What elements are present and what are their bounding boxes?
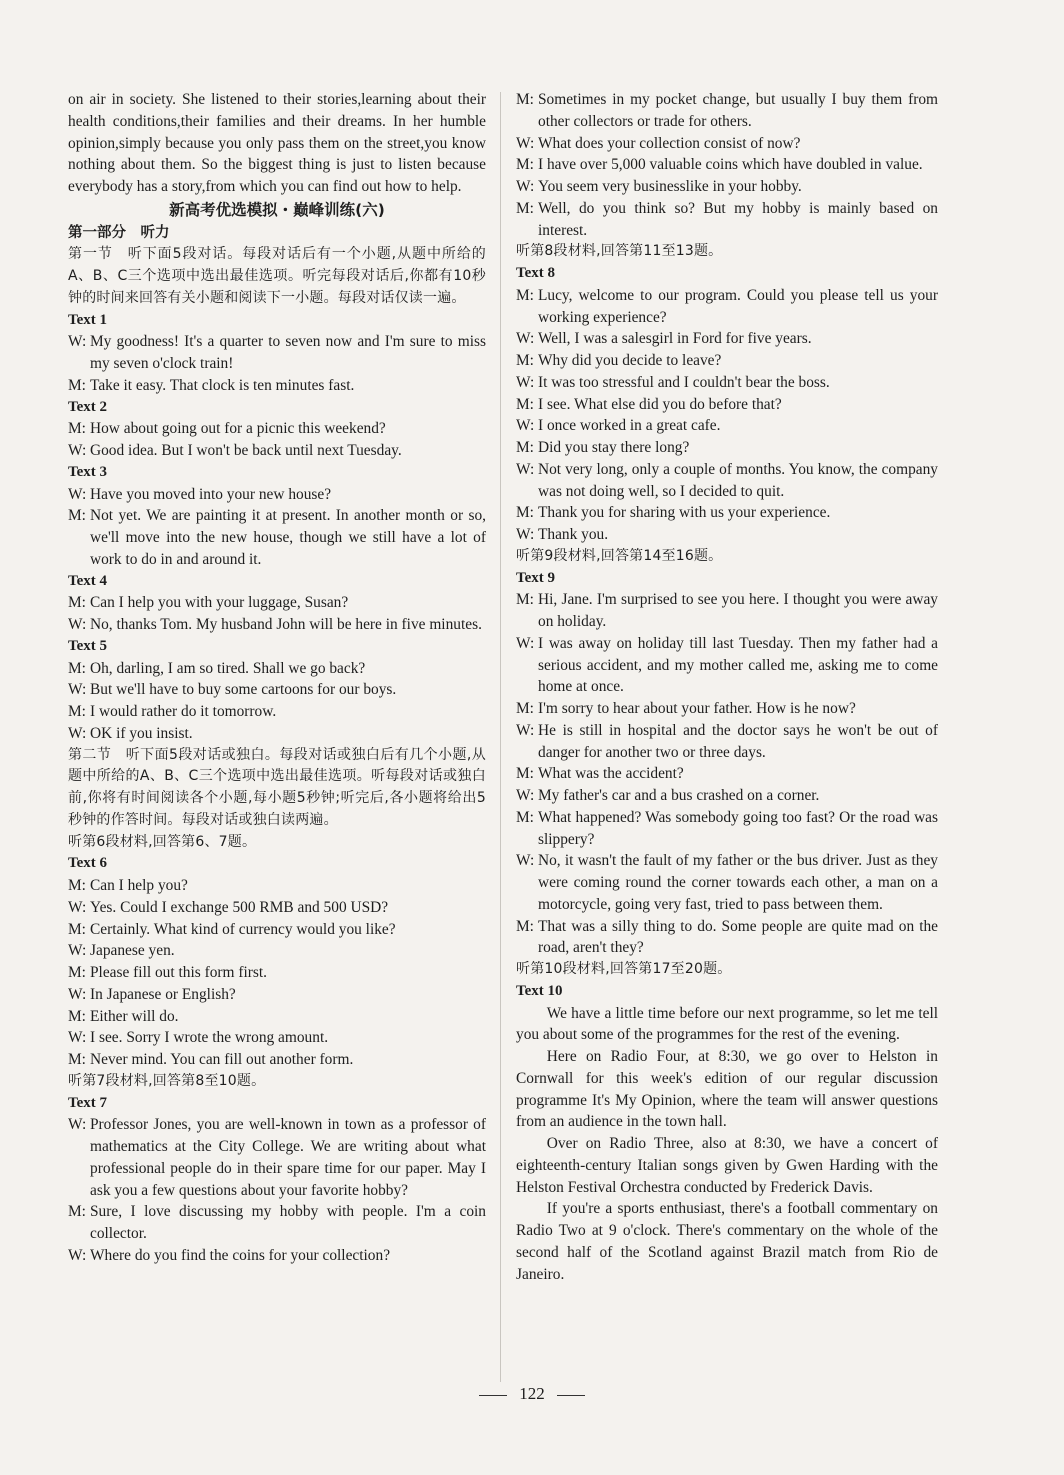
dialogue-text: Sometimes in my pocket change, but usually I buy them from other collectors or trade for others. [538, 91, 938, 130]
dialogue-line [68, 658, 486, 680]
dialogue-line [68, 614, 486, 636]
dialogue-text: Why did you decide to leave? [538, 352, 722, 369]
speaker-label: M: [68, 703, 86, 720]
dialogue-text: He is still in hospital and the doctor says he won't be out of danger for another two or three days. [538, 721, 938, 761]
dialogue-text: I once worked in a great cafe. [538, 417, 721, 435]
dialogue-text: I see. What else did you do before that? [538, 395, 782, 413]
dialogue-line [68, 1049, 486, 1071]
speaker-label: M: [516, 808, 534, 826]
text-heading: Text 9 [516, 569, 556, 586]
dialogue-line [516, 589, 938, 633]
speaker-label: W: [516, 852, 535, 870]
speaker-label: M: [68, 920, 86, 938]
instruction-text: 第一节 听下面5段对话。每段对话后有一个小题,从题中所给的A、B、C三个选项中选出最佳选项。听完每段对话后,你都有10秒钟的时间来回答有关小题和阅读下一小题。每段对话仅读一遍。 [68, 246, 486, 306]
part-heading: 第一部分 听力 [68, 224, 170, 241]
dialogue-text: Never mind. You can fill out another form. [90, 1051, 354, 1068]
dialogue-line [68, 1006, 486, 1028]
dialogue-line [68, 1201, 486, 1245]
dialogue-line [68, 897, 486, 919]
dialogue-text: You seem very businesslike in your hobby. [538, 178, 802, 195]
instruction-text: 听第10段材料,回答第17至20题。 [516, 961, 732, 977]
speaker-label: W: [68, 442, 87, 459]
right-column [516, 89, 938, 1285]
speaker-label: M: [516, 700, 534, 717]
dialogue-text: What happened? Was somebody going too fast? Or the road was slippery? [538, 808, 938, 848]
dialogue-line [516, 133, 938, 155]
speaker-label: W: [516, 373, 535, 391]
speaker-label: M: [516, 591, 534, 609]
speaker-label: M: [516, 504, 534, 522]
dialogue-text: What was the accident? [538, 765, 684, 783]
dialogue-text: Take it easy. That clock is ten minutes fast. [90, 376, 355, 394]
speaker-label: W: [516, 178, 535, 195]
dialogue-line [516, 154, 938, 176]
speaker-label: M: [68, 507, 86, 525]
dialogue-line [68, 919, 486, 941]
text-heading: Text 6 [68, 855, 108, 872]
speaker-label: W: [516, 330, 535, 348]
dialogue-line [68, 375, 486, 397]
dialogue-text: How about going out for a picnic this weekend? [90, 420, 386, 438]
speaker-label: W: [68, 1246, 87, 1264]
dialogue-line [516, 198, 938, 242]
dialogue-line [516, 89, 938, 133]
dialogue-line [68, 418, 486, 440]
speaker-label: M: [68, 420, 86, 438]
dialogue-text: Hi, Jane. I'm surprised to see you here. I thought you were away on holiday. [538, 591, 938, 630]
dialogue-line [516, 415, 938, 437]
dialogue-text: Oh, darling, I am so tired. Shall we go back? [90, 659, 366, 677]
paragraph: Here on Radio Four, at 8:30, we go over to Helston in Cornwall for this week's edition of our regular discussion programme It's My Opinion, where the team will answer questions from an audience in the town hall. [516, 1048, 938, 1131]
text-heading: Text 1 [68, 311, 108, 328]
speaker-label: W: [68, 616, 87, 633]
dialogue-line [68, 701, 486, 723]
dialogue-line [516, 502, 938, 524]
text-heading: Text 5 [68, 637, 108, 654]
dialogue-text: Either will do. [90, 1007, 179, 1025]
speaker-label: W: [516, 787, 535, 804]
dialogue-line [516, 807, 938, 851]
paragraph: Over on Radio Three, also at 8:30, we have a concert of eighteenth-century Italian songs given by Gwen Harding with the Helston Festival Orchestra conducted by Frederick Davis. [516, 1135, 938, 1196]
dialogue-line [516, 785, 938, 807]
speaker-label: M: [516, 352, 534, 369]
speaker-label: M: [516, 439, 534, 456]
dialogue-line [516, 763, 938, 785]
dialogue-line [516, 524, 938, 546]
speaker-label: M: [68, 877, 86, 894]
dialogue-line [516, 720, 938, 764]
dialogue-line [68, 484, 486, 506]
dialogue-text: I'm sorry to hear about your father. How is he now? [538, 700, 856, 717]
dialogue-line [68, 940, 486, 962]
page-number-text: 122 [519, 1384, 545, 1403]
speaker-label: W: [68, 333, 87, 351]
speaker-label: M: [68, 964, 86, 981]
speaker-label: W: [68, 681, 87, 699]
instruction-text: 听第7段材料,回答第8至10题。 [68, 1072, 266, 1089]
dialogue-text: Thank you. [538, 526, 609, 543]
instruction-text: 听第8段材料,回答第11至13题。 [516, 243, 723, 260]
left-column [68, 89, 486, 1267]
speaker-label: W: [516, 634, 535, 652]
speaker-label: M: [68, 1051, 86, 1068]
dialogue-text: Not very long, only a couple of months. You know, the company was not doing well, so I decided to quit. [538, 460, 938, 500]
text-heading: Text 10 [516, 982, 563, 999]
dialogue-text: Japanese yen. [90, 942, 175, 960]
column-divider [500, 92, 501, 1382]
speaker-label: W: [516, 460, 535, 478]
dialogue-text: Good idea. But I won't be back until next Tuesday. [90, 442, 402, 459]
text-heading: Text 8 [516, 265, 556, 281]
instruction-text: 听第6段材料,回答第6、7题。 [68, 833, 257, 850]
dialogue-text: Well, I was a salesgirl in Ford for five years. [538, 330, 812, 348]
dialogue-line [516, 372, 938, 394]
dialogue-line [68, 505, 486, 570]
dialogue-line [516, 176, 938, 198]
dialogue-line [516, 850, 938, 915]
dialogue-text: Yes. Could I exchange 500 RMB and 500 USD? [90, 898, 389, 916]
dialogue-text: In Japanese or English? [90, 985, 236, 1003]
speaker-label: W: [516, 526, 535, 543]
speaker-label: W: [68, 1029, 87, 1047]
dialogue-line [68, 679, 486, 701]
page-number [0, 1384, 1064, 1404]
dialogue-line [516, 916, 938, 960]
dialogue-line [68, 1245, 486, 1267]
speaker-label: M: [68, 594, 86, 612]
text-heading: Text 2 [68, 398, 108, 415]
dialogue-line [68, 875, 486, 897]
dialogue-text: Where do you find the coins for your collection? [90, 1246, 391, 1264]
dialogue-line [516, 394, 938, 416]
dialogue-line [68, 723, 486, 745]
dialogue-text: Not yet. We are painting it at present. In another month or so, we'll move into the new house, though we still have a lot of work to do in and around it. [90, 507, 486, 568]
dialogue-text: Thank you for sharing with us your experience. [538, 504, 831, 522]
speaker-label: M: [68, 1007, 86, 1025]
dialogue-line [516, 285, 938, 329]
paragraph: If you're a sports enthusiast, there's a football commentary on Radio Two at 9 o'clock. There's commentary on the whole of the second half of the Scotland against Brazil match from Rio de Janeiro. [516, 1200, 938, 1283]
speaker-label: W: [68, 898, 87, 916]
dialogue-line [68, 962, 486, 984]
speaker-label: W: [516, 417, 535, 435]
dialogue-text: But we'll have to buy some cartoons for our boys. [90, 681, 397, 699]
dialogue-text: That was a silly thing to do. Some people are quite mad on the road, aren't they? [538, 917, 938, 957]
dialogue-line [516, 437, 938, 459]
dialogue-line [516, 698, 938, 720]
dialogue-text: My father's car and a bus crashed on a corner. [538, 787, 820, 804]
dialogue-line [516, 328, 938, 350]
dialogue-text: Professor Jones, you are well-known in town as a professor of mathematics at the City College. We are writing about what professional people do in their spare time for our paper. May I ask you a few questions about your favorite hobby? [90, 1116, 486, 1199]
dialogue-line [68, 984, 486, 1006]
dialogue-text: No, it wasn't the fault of my father or the bus driver. Just as they were coming round the corner towards each other, a man on a motorcycle, going very fast, tried to pass between them. [538, 852, 938, 913]
page-number-left-dash [479, 1395, 507, 1396]
dialogue-line [68, 440, 486, 462]
paragraph: on air in society. She listened to their stories,learning about their health conditions,their families and their dreams. In her humble opinion,simply because you only pass them on the street,you know nothing about them. So the biggest thing is just to listen because everybody has a story,from which you can find out how to help. [68, 91, 486, 195]
speaker-label: W: [68, 985, 87, 1003]
dialogue-text: I would rather do it tomorrow. [90, 703, 277, 720]
dialogue-line [516, 459, 938, 503]
dialogue-text: I was away on holiday till last Tuesday. Then my father had a serious accident, and my mother called me, asking me to come home at once. [538, 634, 938, 696]
dialogue-line [68, 1114, 486, 1201]
speaker-label: W: [516, 134, 535, 152]
dialogue-line [68, 592, 486, 614]
dialogue-text: No, thanks Tom. My husband John will be here in five minutes. [90, 616, 482, 633]
speaker-label: M: [516, 199, 534, 217]
speaker-label: M: [68, 659, 86, 677]
dialogue-line [516, 633, 938, 698]
speaker-label: W: [516, 721, 535, 739]
text-heading: Text 4 [68, 572, 108, 589]
speaker-label: W: [68, 1116, 87, 1134]
dialogue-text: Please fill out this form first. [90, 964, 267, 981]
text-heading: Text 3 [68, 463, 108, 480]
text-heading: Text 7 [68, 1094, 108, 1111]
dialogue-text: Can I help you? [90, 877, 188, 894]
dialogue-text: It was too stressful and I couldn't bear the boss. [538, 373, 830, 391]
page-number-right-dash [557, 1395, 585, 1396]
section-title: 新高考优选模拟・巅峰训练(六) [169, 200, 385, 219]
dialogue-text: Sure, I love discussing my hobby with people. I'm a coin collector. [90, 1203, 486, 1242]
dialogue-text: Did you stay there long? [538, 439, 690, 456]
speaker-label: M: [68, 1203, 86, 1221]
dialogue-text: Lucy, welcome to our program. Could you please tell us your working experience? [538, 286, 938, 326]
instruction-text: 听第9段材料,回答第14至16题。 [516, 547, 723, 564]
dialogue-text: Well, do you think so? But my hobby is mainly based on interest. [538, 199, 938, 239]
speaker-label: M: [516, 917, 534, 935]
dialogue-text: My goodness! It's a quarter to seven now and I'm sure to miss my seven o'clock train! [90, 333, 486, 372]
dialogue-text: Certainly. What kind of currency would you like? [90, 920, 396, 938]
speaker-label: M: [516, 395, 534, 413]
dialogue-text: Have you moved into your new house? [90, 485, 332, 503]
dialogue-line [516, 350, 938, 372]
speaker-label: W: [68, 485, 87, 503]
dialogue-line [68, 331, 486, 375]
speaker-label: W: [68, 942, 87, 960]
dialogue-text: OK if you insist. [90, 724, 193, 742]
paragraph: We have a little time before our next programme, so let me tell you about some of the programmes for the rest of the evening. [516, 1004, 938, 1044]
speaker-label: W: [68, 724, 87, 742]
dialogue-text: I have over 5,000 valuable coins which have doubled in value. [538, 156, 923, 174]
speaker-label: M: [516, 91, 534, 108]
dialogue-text: Can I help you with your luggage, Susan? [90, 594, 349, 612]
instruction-text: 第二节 听下面5段对话或独白。每段对话或独白后有几个小题,从题中所给的A、B、C三个选项中选出最佳选项。听每段对话或独白前,你将有时间阅读各个小题,每小题5秒钟;听完后,各小题将给出5秒钟的作答时间。每段对话或独白读两遍。 [68, 746, 486, 828]
dialogue-line [68, 1027, 486, 1049]
dialogue-text: What does your collection consist of now? [538, 134, 801, 152]
speaker-label: M: [516, 286, 534, 304]
speaker-label: M: [516, 156, 534, 174]
dialogue-text: I see. Sorry I wrote the wrong amount. [90, 1029, 329, 1047]
speaker-label: M: [516, 765, 534, 783]
speaker-label: M: [68, 376, 86, 394]
